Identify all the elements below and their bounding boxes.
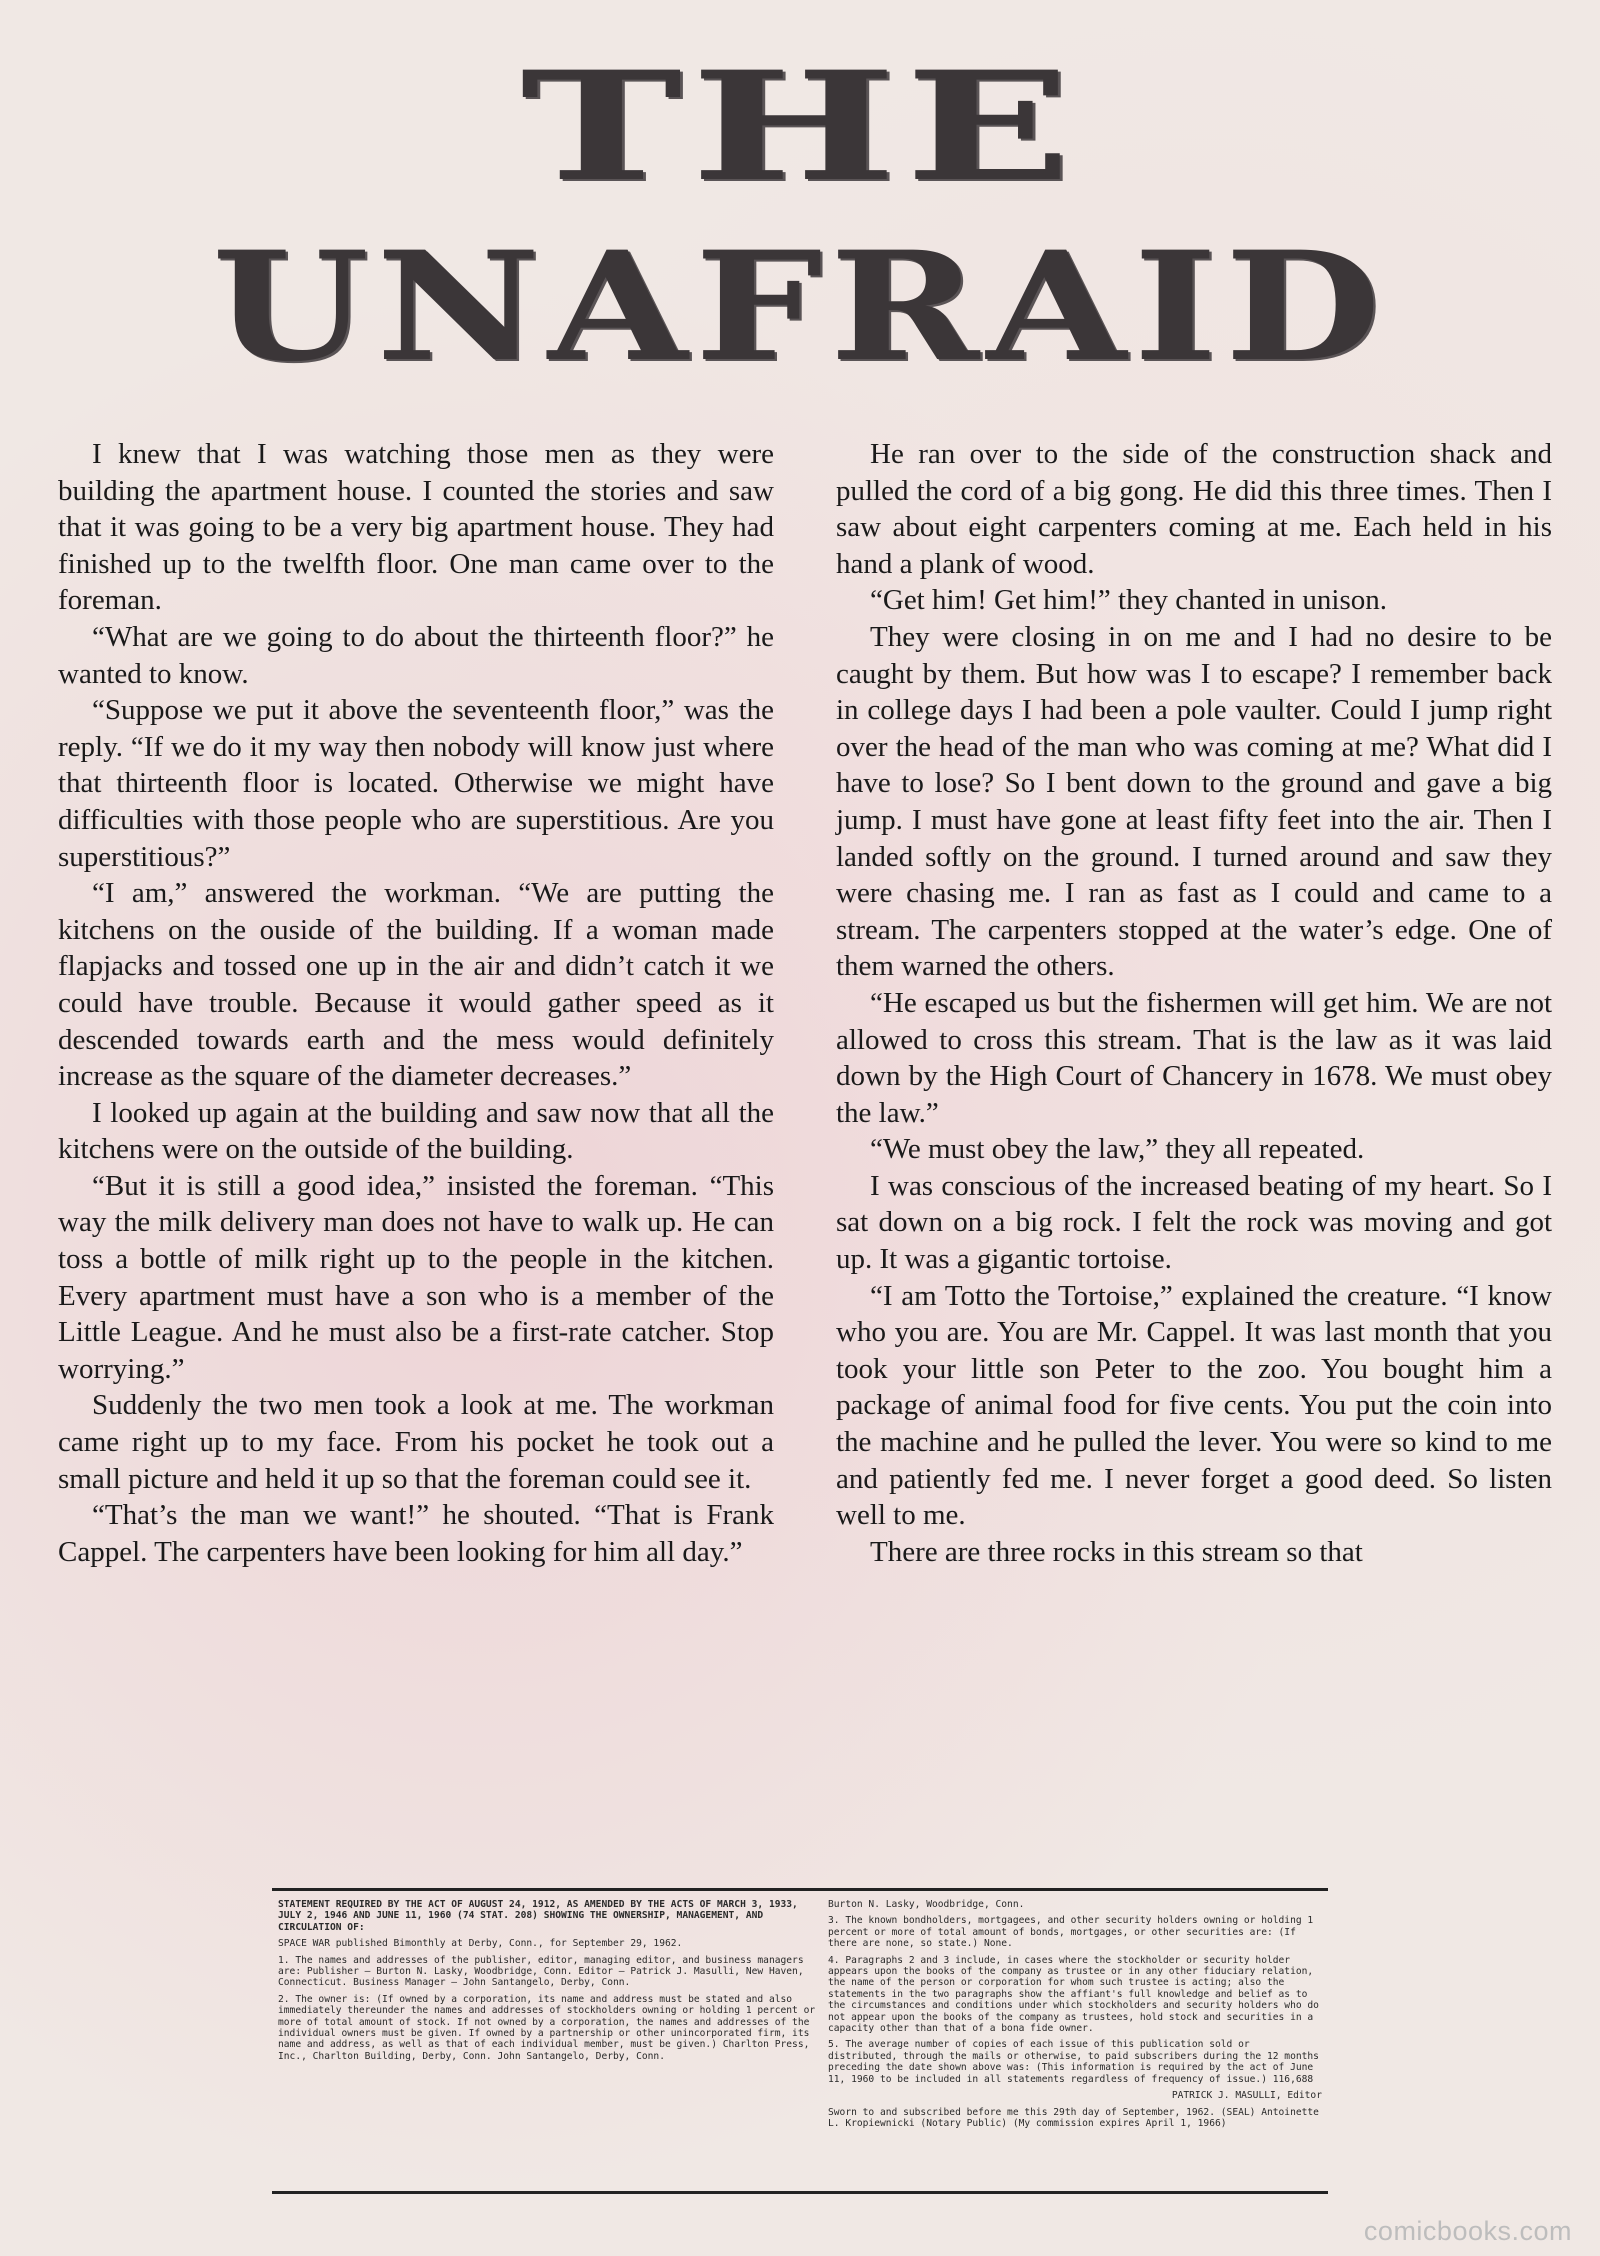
story-paragraph: “I am,” answered the workman. “We are putting the kitchens on the ouside of the building. If a woman made flapjacks and tossed one up in the air and didn’t catch it we could have trouble. Because it would gather speed as it descended towards earth and the mess would definitely increase as the square of the diameter decreases.” xyxy=(58,877,774,1093)
story-paragraph: “But it is still a good idea,” insisted the foreman. “This way the milk delivery man does not have to walk up. He can toss a bottle of milk right up to the people in the kitchen. Every apartment must have a son who is a member of the Little League. And he must also be a first-rate catcher. Stop worrying.” xyxy=(58,1169,774,1385)
statement-heading: STATEMENT REQUIRED BY THE ACT OF AUGUST 24, 1912, AS AMENDED BY THE ACTS OF MARCH 3, 1933, JULY 2, 1946 AND JUNE 11, 1960 (74 STAT. 208) SHOWING THE OWNERSHIP, MANAGEMENT, AND CIRCULATION OF: xyxy=(278,1899,798,1933)
story-paragraph: There are three rocks in this stream so that xyxy=(870,1535,1363,1568)
statement-paragraph: Burton N. Lasky, Woodbridge, Conn. xyxy=(828,1899,1025,1910)
story-paragraph: “He escaped us but the fishermen will get him. We are not allowed to cross this stream. That is the law as it was laid down by the High Court of Chancery in 1678. We must obey the law.” xyxy=(836,986,1552,1129)
story-paragraph: I was conscious of the increased beating of my heart. So I sat down on a big rock. I felt the rock was moving and got up. It was a gigantic tortoise. xyxy=(836,1169,1552,1276)
story-paragraph: “Get him! Get him!” they chanted in unison. xyxy=(870,584,1388,617)
story-left-column xyxy=(58,436,774,1570)
story-paragraph: He ran over to the side of the construction shack and pulled the cord of a big gong. He did this three times. Then I saw about eight carpenters coming at me. Each held in his hand a plank of wood. xyxy=(836,438,1552,580)
story-title-line-2: UNAFRAID xyxy=(211,219,1389,395)
ownership-statement-left xyxy=(278,1899,818,2067)
statement-paragraph: SPACE WAR published Bimonthly at Derby, Conn., for September 29, 1962. xyxy=(278,1938,683,1950)
statement-paragraph: 4. Paragraphs 2 and 3 include, in cases where the stockholder or security holder appears upon the books of the company as trustee or in any other fiduciary relation, the name of the person or corporation for whom such trustee is acting; also the statements in the two paragraphs show the affiant's full knowledge and belief as to the circumstances and conditions under which stockholders and security holders who do not appear upon the books of the company as trustees, hold stock and securities in a capacity other than that of a bona fide owner. xyxy=(828,1954,1319,2035)
site-watermark: comicbooks.com xyxy=(1363,2216,1572,2246)
ownership-statement-right xyxy=(828,1899,1322,2134)
statement-paragraph: 3. The known bondholders, mortgagees, and other security holders owning or holding 1 percent or more of total amount of bonds, mortgages, or other securities are: (If there are none, so state.) None. xyxy=(828,1915,1314,1950)
story-paragraph: I looked up again at the building and saw now that all the kitchens were on the outside of the building. xyxy=(58,1096,774,1166)
story-paragraph: “That’s the man we want!” he shouted. “That is Frank Cappel. The carpenters have been looking for him all day.” xyxy=(58,1499,774,1568)
statement-signature: PATRICK J. MASULLI, Editor xyxy=(1171,2090,1322,2102)
story-paragraph: Suddenly the two men took a look at me. The workman came right up to my face. From his pocket he took out a small picture and held it up so that the foreman could see it. xyxy=(58,1389,774,1495)
statement-paragraph: 5. The average number of copies of each issue of this publication sold or distributed, through the mails or otherwise, to paid subscribers during the 12 months preceding the date shown above was: (This information is required by the act of June 11, 1960 to be included in all statements regardless of frequency of issue.) 116,688 xyxy=(828,2039,1319,2085)
statement-paragraph: 2. The owner is: (If owned by a corporation, its name and address must be stated and also immediately thereunder the names and addresses of stockholders owning or holding 1 percent or more of total amount of stock. If not owned by a corporation, the names and addresses of the individual owners must be given. If owned by a partnership or other unincorporated firm, its name and address, as well as that of each individual member, must be given.) Charlton Press, Inc., Charlton Building, Derby, Conn. John Santangelo, Derby, Conn. xyxy=(278,1993,816,2062)
story-paragraph: They were closing in on me and I had no desire to be caught by them. But how was I to escape? I remember back in college days I had been a pole vaulter. Could I jump right over the head of the man who was coming at me? What did I have to lose? So I bent down to the ground and gave a big jump. I must have gone at least fifty feet into the air. Then I landed softly on the ground. I turned around and saw they were chasing me. I ran as fast as I could and came to a stream. The carpenters stopped at the water’s edge. One of them warned the others. xyxy=(836,620,1552,983)
story-paragraph: “We must obey the law,” they all repeated. xyxy=(870,1133,1365,1166)
story-paragraph: “I am Totto the Tortoise,” explained the creature. “I know who you are. You are Mr. Cappel. It was last month that you took your little son Peter to the zoo. You bought him a package of animal food for five cents. You put the coin into the machine and he pulled the lever. You were so kind to me and patiently fed me. I never forget a good deed. So listen well to me. xyxy=(836,1279,1552,1532)
story-paragraph: I knew that I was watching those men as they were building the apartment house. I counted the stories and saw that it was going to be a very big apartment house. They had finished up to the twelfth floor. One man came over to the foreman. xyxy=(58,438,774,617)
story-right-column xyxy=(836,436,1552,1570)
story-paragraph: “Suppose we put it above the seventeenth floor,” was the reply. “If we do it my way then nobody will know just where that thirteenth floor is located. Otherwise we might have difficulties with those people who are superstitious. Are you superstitious?” xyxy=(58,694,774,873)
story-paragraph: “What are we going to do about the thirteenth floor?” he wanted to know. xyxy=(58,620,774,690)
story-title-line-1: THE xyxy=(520,39,1080,215)
ownership-statement-box xyxy=(272,1888,1328,2194)
statement-paragraph: 1. The names and addresses of the publisher, editor, managing editor, and business managers are: Publisher — Burton N. Lasky, Woodbridge, Conn. Editor — Patrick J. Masulli, New Haven, Connecticut. Business Manager — John Santangelo, Derby, Conn. xyxy=(278,1954,804,1989)
statement-notary: Sworn to and subscribed before me this 29th day of September, 1962. (SEAL) Antoinette L. Kropiewnicki (Notary Public) (My commission expires April 1, 1966) xyxy=(828,2106,1319,2129)
